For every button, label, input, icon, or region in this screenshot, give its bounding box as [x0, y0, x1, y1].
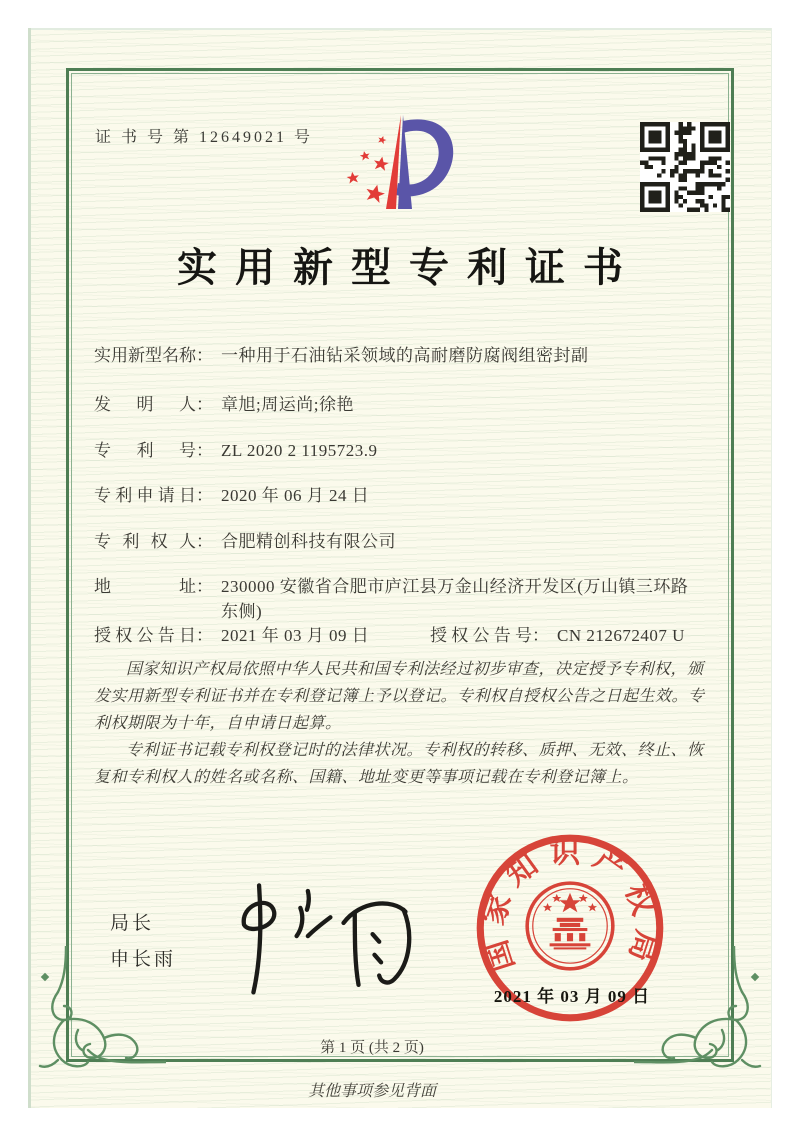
field-label: 授权公告日 — [94, 626, 196, 645]
qr-code — [640, 122, 730, 212]
certificate-title: 实用新型专利证书 — [177, 245, 641, 290]
seal-ring-text: 国家知识产权局 — [475, 835, 665, 976]
field-value: 230000 安徽省合肥市庐江县万金山经济开发区(万山镇三环路东侧) — [221, 577, 689, 621]
commissioner-title: 局长 — [110, 913, 155, 934]
field-value: 2020 年 06 月 24 日 — [221, 486, 370, 505]
page-indicator: 第 1 页 (共 2 页) — [320, 1040, 424, 1056]
grant-number-value: CN 212672407 U — [557, 626, 685, 645]
field-label: 发明人 — [94, 395, 196, 414]
field-grant-row: 授权公告日 ： 2021 年 03 月 09 日 授权公告号 ： CN 212672407 U — [94, 624, 716, 649]
certificate-number: 证 书 号 第 12649021 号 — [95, 129, 314, 146]
signature-icon — [215, 876, 427, 998]
grant-date-value: 2021 年 03 月 09 日 — [221, 626, 370, 645]
field-grant-number: 授权公告号 ： CN 212672407 U — [430, 624, 685, 649]
field-patent-number: 专利号 ： ZL 2020 2 1195723.9 — [94, 439, 716, 464]
seal-date: 2021 年 03 月 09 日 — [493, 987, 651, 1006]
field-label: 专利申请日 — [94, 486, 196, 505]
field-filing-date: 专利申请日 ： 2020 年 06 月 24 日 — [94, 484, 716, 509]
national-emblem-icon — [527, 883, 613, 969]
cnipa-logo-icon — [330, 106, 480, 228]
field-value: 一种用于石油钻采领域的高耐磨防腐阀组密封副 — [221, 346, 589, 365]
field-value: ZL 2020 2 1195723.9 — [221, 441, 378, 460]
field-inventors: 发明人 ： 章旭;周运尚;徐艳 — [94, 393, 716, 418]
field-label: 授权公告号 — [430, 626, 532, 645]
field-patentee: 专利权人 ： 合肥精创科技有限公司 — [94, 530, 716, 555]
field-label: 专利权人 — [94, 532, 196, 551]
field-label: 地址 — [94, 577, 196, 596]
field-utility-model-name: 实用新型名称 ： 一种用于石油钻采领域的高耐磨防腐阀组密封副 — [94, 344, 716, 369]
field-address: 地址 ： 230000 安徽省合肥市庐江县万金山经济开发区(万山镇三环路东侧) — [94, 575, 716, 624]
commissioner-name: 申长雨 — [110, 949, 177, 970]
legal-paragraphs — [94, 656, 714, 791]
field-value: 章旭;周运尚;徐艳 — [221, 395, 354, 414]
field-label: 专利号 — [94, 441, 196, 460]
field-label: 实用新型名称 — [94, 346, 196, 365]
legal-paragraph-2: 专利证书记载专利权登记时的法律状况。专利权的转移、质押、无效、终止、恢复和专利权人的姓名或名称、国籍、地址变更等事项记载在专利登记簿上。 — [94, 742, 704, 786]
field-value: 合肥精创科技有限公司 — [221, 532, 396, 551]
legal-paragraph-1: 国家知识产权局依照中华人民共和国专利法经过初步审查，决定授予专利权，颁发实用新型专利证书并在专利登记簿上予以登记。专利权自授权公告之日起生效。专利权期限为十年，自申请日起算。 — [94, 661, 705, 732]
back-side-note: 其他事项参见背面 — [307, 1083, 436, 1100]
